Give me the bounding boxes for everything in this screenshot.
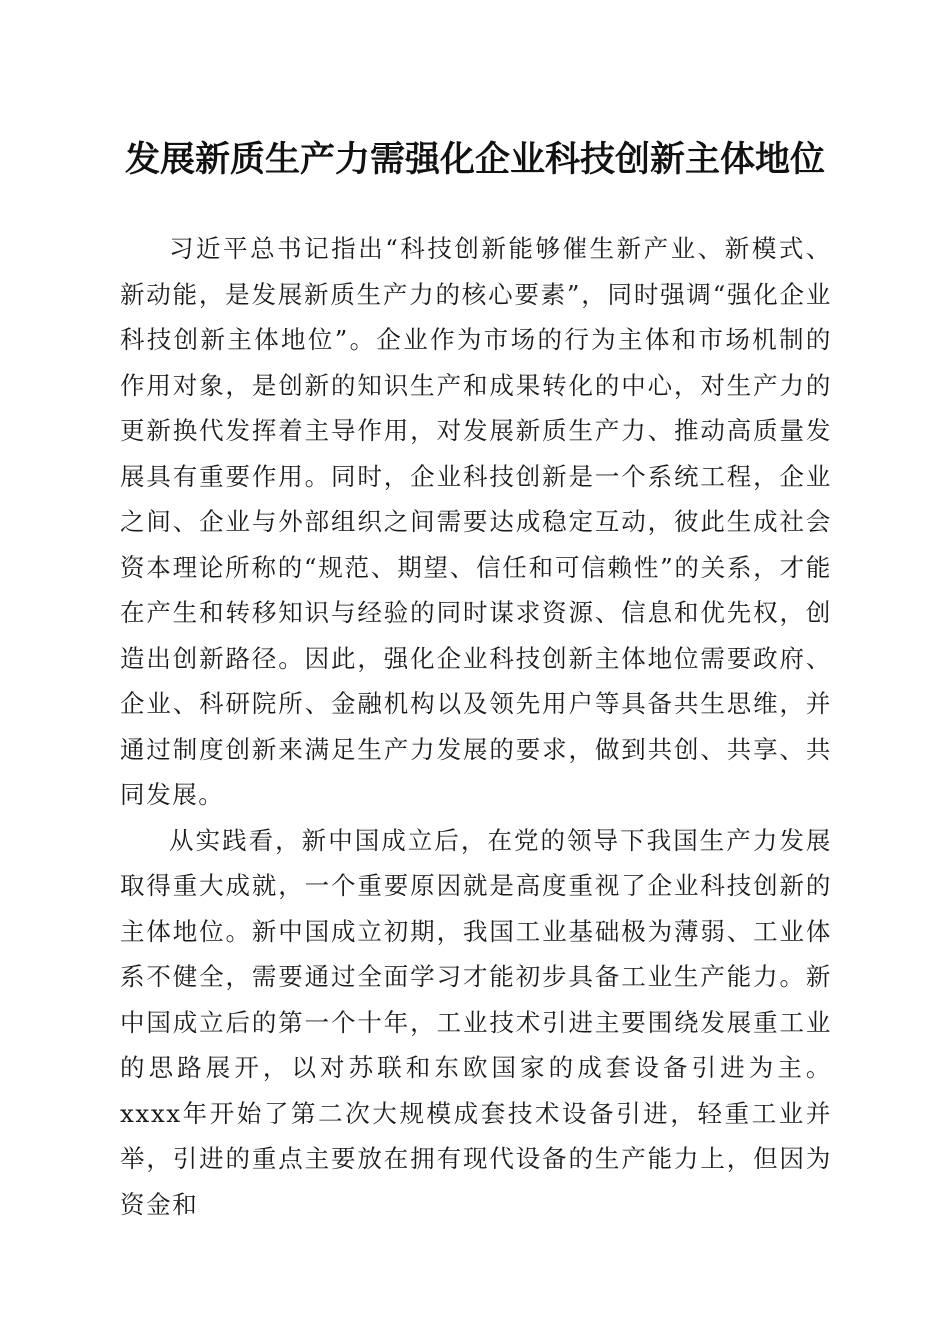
paragraph-1: 习近平总书记指出“科技创新能够催生新产业、新模式、新动能，是发展新质生产力的核心要素”，同时强调“强化企业科技创新主体地位”。企业作为市场的行为主体和市场机制的作用对象，是创新的知识生产和成果转化的中心，对生产力的更新换代发挥着主导作用，对发展新质生产力、推动高质量发展具有重要作用。同时，企业科技创新是一个系统工程，企业之间、企业与外部组织之间需要达成稳定互动，彼此生成社会资本理论所称的“规范、期望、信任和可信赖性”的关系，才能在产生和转移知识与经验的同时谋求资源、信息和优先权，创造出创新路径。因此，强化企业科技创新主体地位需要政府、企业、科研院所、金融机构以及领先用户等具备共生思维，并通过制度创新来满足生产力发展的要求，做到共创、共享、共同发展。	[120, 234, 832, 809]
paragraph-2: 从实践看，新中国成立后，在党的领导下我国生产力发展取得重大成就，一个重要原因就是高度重视了企业科技创新的主体地位。新中国成立初期，我国工业基础极为薄弱、工业体系不健全，需要通过全面学习才能初步具备工业生产能力。新中国成立后的第一个十年，工业技术引进主要围绕发展重工业的思路展开，以对苏联和东欧国家的成套设备引进为主。xxxx年开始了第二次大规模成套技术设备引进，轻重工业并举，引进的重点主要放在拥有现代设备的生产能力上，但因为资金和	[120, 825, 832, 1219]
document-title: 发展新质生产力需强化企业科技创新主体地位	[124, 139, 825, 180]
document-body	[120, 226, 832, 1227]
